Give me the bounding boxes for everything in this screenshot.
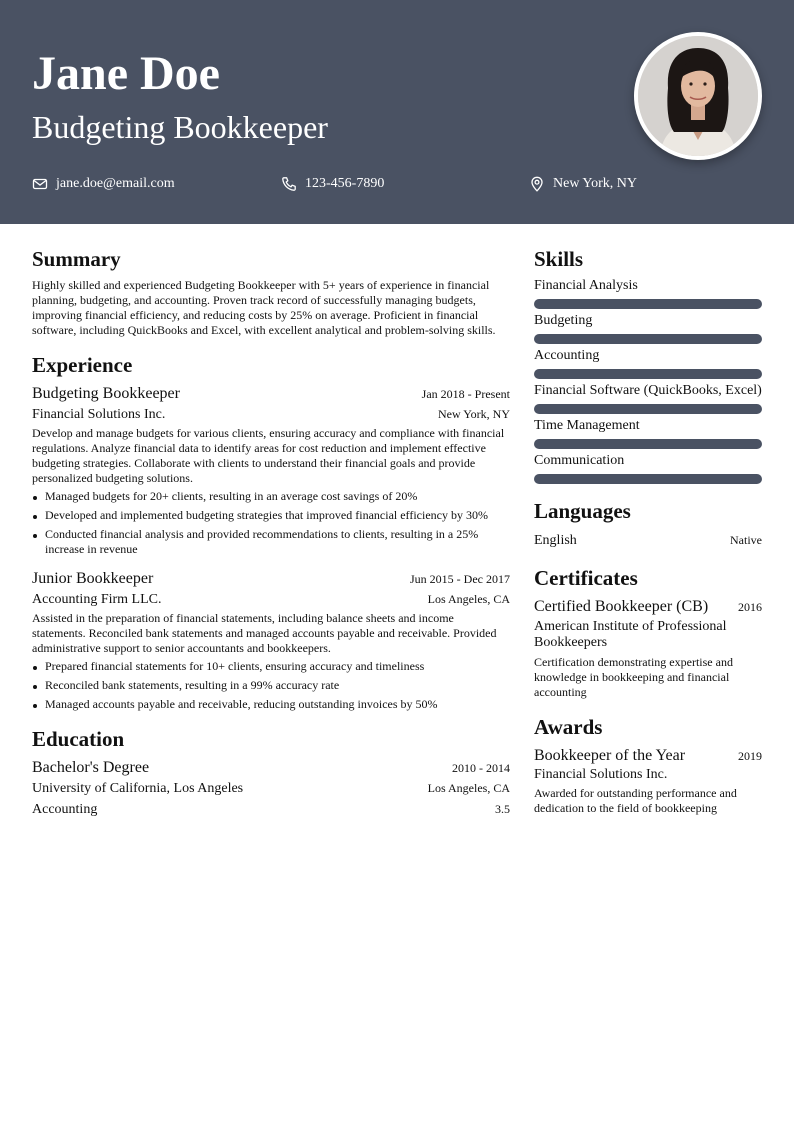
skill-bar-fill	[534, 334, 762, 344]
certificate-description: Certification demonstrating expertise and knowledge in bookkeeping and financial accounting	[534, 655, 733, 699]
experience-section	[32, 352, 510, 712]
skill-item	[534, 383, 762, 414]
job-company: Accounting Firm LLC.	[32, 592, 162, 607]
summary-heading: Summary	[32, 247, 121, 271]
achievement-item: Developed and implemented budgeting strategies that improved financial efficiency by 30%	[32, 508, 510, 523]
certificates-heading: Certificates	[534, 566, 638, 590]
awards-section	[534, 714, 762, 816]
portrait-image	[638, 36, 758, 156]
achievement-item: Managed budgets for 20+ clients, resulting in an average cost savings of 20%	[32, 489, 510, 504]
languages-heading: Languages	[534, 499, 631, 523]
language-name: English	[534, 533, 577, 548]
awards-heading: Awards	[534, 715, 603, 739]
achievement-item: Reconciled bank statements, resulting in a 99% accuracy rate	[32, 678, 510, 693]
skill-bar	[534, 439, 762, 449]
skill-bar-fill	[534, 474, 762, 484]
award-description: Awarded for outstanding performance and dedication to the field of bookkeeping	[534, 786, 737, 815]
job-description: Assisted in the preparation of financial statements, including balance sheets and income statements. Reconciled bank statements and managed accounts payable and receivable. Provided administrative support to senior accountants and bookkeepers.	[32, 611, 497, 655]
mail-icon	[32, 176, 48, 192]
skill-name: Financial Analysis	[534, 278, 638, 293]
phone-text: 123-456-7890	[305, 176, 385, 191]
phone-icon	[281, 176, 297, 192]
email-text: jane.doe@email.com	[56, 176, 175, 191]
award-year: 2019	[738, 749, 762, 763]
certificate-year: 2016	[738, 600, 762, 614]
job-role: Budgeting Bookkeeper	[32, 385, 180, 402]
job-achievements	[32, 659, 510, 712]
languages-section	[534, 498, 762, 551]
skill-bar-fill	[534, 404, 762, 414]
certificate-issuer: American Institute of Professional Bookkeepers	[534, 619, 727, 650]
summary-section	[32, 246, 510, 338]
skill-name: Accounting	[534, 348, 600, 363]
skill-item	[534, 418, 762, 449]
experience-heading: Experience	[32, 353, 133, 377]
job-role: Junior Bookkeeper	[32, 570, 154, 587]
job-description: Develop and manage budgets for various clients, ensuring accuracy and compliance with financial regulations. Analyze financial data to identify areas for cost reduction and implement effective budgeting strategies. Collaborate with clients to understand their financial goals and provide personalized budgeting solutions.	[32, 426, 505, 485]
left-column	[32, 246, 510, 834]
school-name: University of California, Los Angeles	[32, 781, 244, 796]
award-name: Bookkeeper of the Year	[534, 747, 686, 764]
degree-name: Bachelor's Degree	[32, 759, 150, 776]
job-dates: Jan 2018 - Present	[421, 387, 510, 401]
award-issuer: Financial Solutions Inc.	[534, 767, 668, 782]
job-location: Los Angeles, CA	[427, 592, 510, 606]
job-dates: Jun 2015 - Dec 2017	[410, 572, 510, 586]
skill-bar	[534, 369, 762, 379]
field-of-study: Accounting	[32, 802, 98, 817]
job-achievements	[32, 489, 510, 557]
education-dates: 2010 - 2014	[452, 761, 510, 775]
skill-item	[534, 453, 762, 484]
skill-bar	[534, 334, 762, 344]
contact-location	[529, 174, 637, 194]
skill-bar	[534, 474, 762, 484]
skill-item	[534, 278, 762, 309]
certificate-name: Certified Bookkeeper (CB)	[534, 598, 709, 615]
education-section	[32, 726, 510, 820]
job-entry	[32, 569, 510, 712]
job-company: Financial Solutions Inc.	[32, 407, 166, 422]
skill-name: Communication	[534, 453, 625, 468]
skill-bar-fill	[534, 369, 762, 379]
skill-name: Time Management	[534, 418, 640, 433]
contact-email[interactable]	[32, 174, 175, 194]
skill-item	[534, 313, 762, 344]
job-location: New York, NY	[437, 407, 510, 421]
skill-bar-fill	[534, 439, 762, 449]
skill-bar	[534, 299, 762, 309]
achievement-item: Managed accounts payable and receivable, reducing outstanding invoices by 50%	[32, 697, 510, 712]
skill-name: Financial Software (QuickBooks, Excel)	[534, 383, 762, 398]
achievement-item: Prepared financial statements for 10+ clients, ensuring accuracy and timeliness	[32, 659, 510, 674]
gpa-value: 3.5	[495, 802, 510, 816]
profile-photo	[634, 32, 762, 160]
job-title: Budgeting Bookkeeper	[32, 109, 328, 145]
resume-header	[0, 0, 794, 224]
job-entry	[32, 384, 510, 557]
skills-heading: Skills	[534, 247, 584, 271]
right-column	[534, 246, 762, 830]
location-pin-icon	[529, 176, 545, 192]
skill-bar	[534, 404, 762, 414]
school-location: Los Angeles, CA	[427, 781, 510, 795]
candidate-name: Jane Doe	[32, 47, 220, 100]
location-text: New York, NY	[553, 176, 638, 191]
skill-item	[534, 348, 762, 379]
skill-name: Budgeting	[534, 313, 593, 328]
skill-bar-fill	[534, 299, 762, 309]
contact-phone[interactable]	[281, 174, 384, 194]
skills-section	[534, 246, 762, 484]
certificates-section	[534, 565, 762, 700]
language-level: Native	[730, 533, 762, 547]
achievement-item: Conducted financial analysis and provided recommendations to clients, resulting in a 25% increase in revenue	[32, 527, 510, 557]
education-heading: Education	[32, 727, 125, 751]
summary-text: Highly skilled and experienced Budgeting Bookkeeper with 5+ years of experience in financial planning, budgeting, and accounting. Proven track record of successfully managing budgets, improving financial efficiency, and reducing costs by 25% on average. Proficient in financial software, including QuickBooks and Excel, with excellent analytical and problem-solving skills.	[32, 278, 496, 337]
language-item	[534, 530, 762, 551]
